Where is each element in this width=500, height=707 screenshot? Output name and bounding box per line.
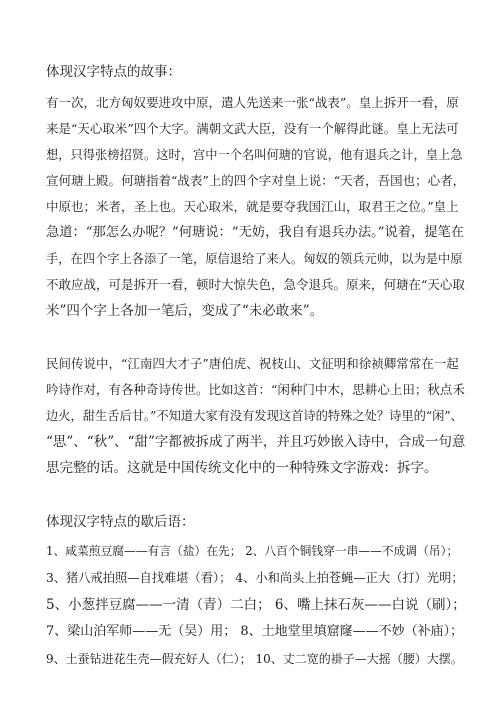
- legend-line: 吟诗作对，有各种奇诗传世。比如这首：“闲种门中木，思耕心上田；秋点禾: [46, 382, 465, 397]
- idiom-line: 3、猪八戒拍照—自找难堪（看）； 4、小和尚头上拍苍蝇—正大（打）光明；: [46, 571, 464, 585]
- story-line: 来是“天心取米”四个大字。满朝文武大臣，没有一个解得此谜。皇上无法可: [46, 121, 459, 136]
- legend-line: 边火，甜生舌后甘。”不知道大家有没有发现这首诗的特殊之处？诗里的“闲”、: [46, 409, 463, 423]
- story-line: 宣何瑭上殿。何瑭指着“战表”上的四个字对皇上说：“天者，吾国也；心者，: [46, 173, 466, 188]
- idiom-line: 5、小葱拌豆腐——一清（青）二白； 6、嘴上抹石灰——白说（刷）；: [46, 597, 466, 613]
- idiom-line: 9、土蚕钻进花生壳—假充好人（仁）； 10、丈二宽的褂子—大摇（腰）大摆。: [46, 652, 463, 666]
- story-line: 中原也；米者，圣上也。天心取米，就是要夺我国江山，取君王之位。”皇上: [46, 199, 459, 214]
- legend-line: 思完整的话。这就是中国传统文化中的一种特殊文字游戏：拆字。: [46, 460, 438, 476]
- story-line: 不敢应战，可是拆开一看，顿时大惊失色，急令退兵。原来，何瑭在“天心取: [46, 277, 465, 292]
- legend-line: “思”、“秋”、“甜”字都被拆成了两半，并且巧妙嵌入诗中，合成一句意: [46, 434, 466, 450]
- story-line: 有一次，北方匈奴要进攻中原，遣人先送来一张“战表”。皇上拆开一看，原: [46, 95, 459, 110]
- story-line: 手，在四个字上各添了一笔，原信退给了来人。匈奴的领兵元帅，以为是中原: [46, 252, 463, 266]
- idiom-line: 7、梁山泊军师——无（吴）用； 8、土地堂里填窟窿——不妙（补庙）；: [46, 624, 464, 639]
- story-heading: 体现汉字特点的故事：: [46, 64, 181, 80]
- story-line: 米”四个字上各加一笔后，变成了“未必敢来”。: [46, 303, 324, 319]
- story-line: 急道：“那怎么办呢？”何瑭说：“无妨，我自有退兵办法。”说着，提笔在: [46, 225, 464, 240]
- idiom-line: 1、咸菜煎豆腐——有言（盐）在先； 2、八百个铜钱穿一串——不成调（吊）；: [46, 544, 459, 558]
- legend-line: 民间传说中，“江南四大才子”唐伯虎、祝枝山、文征明和徐祯卿常常在一起: [46, 356, 459, 371]
- story-line: 想，只得张榜招贤。这时，宫中一个名叫何瑭的官说，他有退兵之计，皇上急: [46, 148, 463, 162]
- idiom-heading: 体现汉字特点的歇后语：: [46, 514, 195, 530]
